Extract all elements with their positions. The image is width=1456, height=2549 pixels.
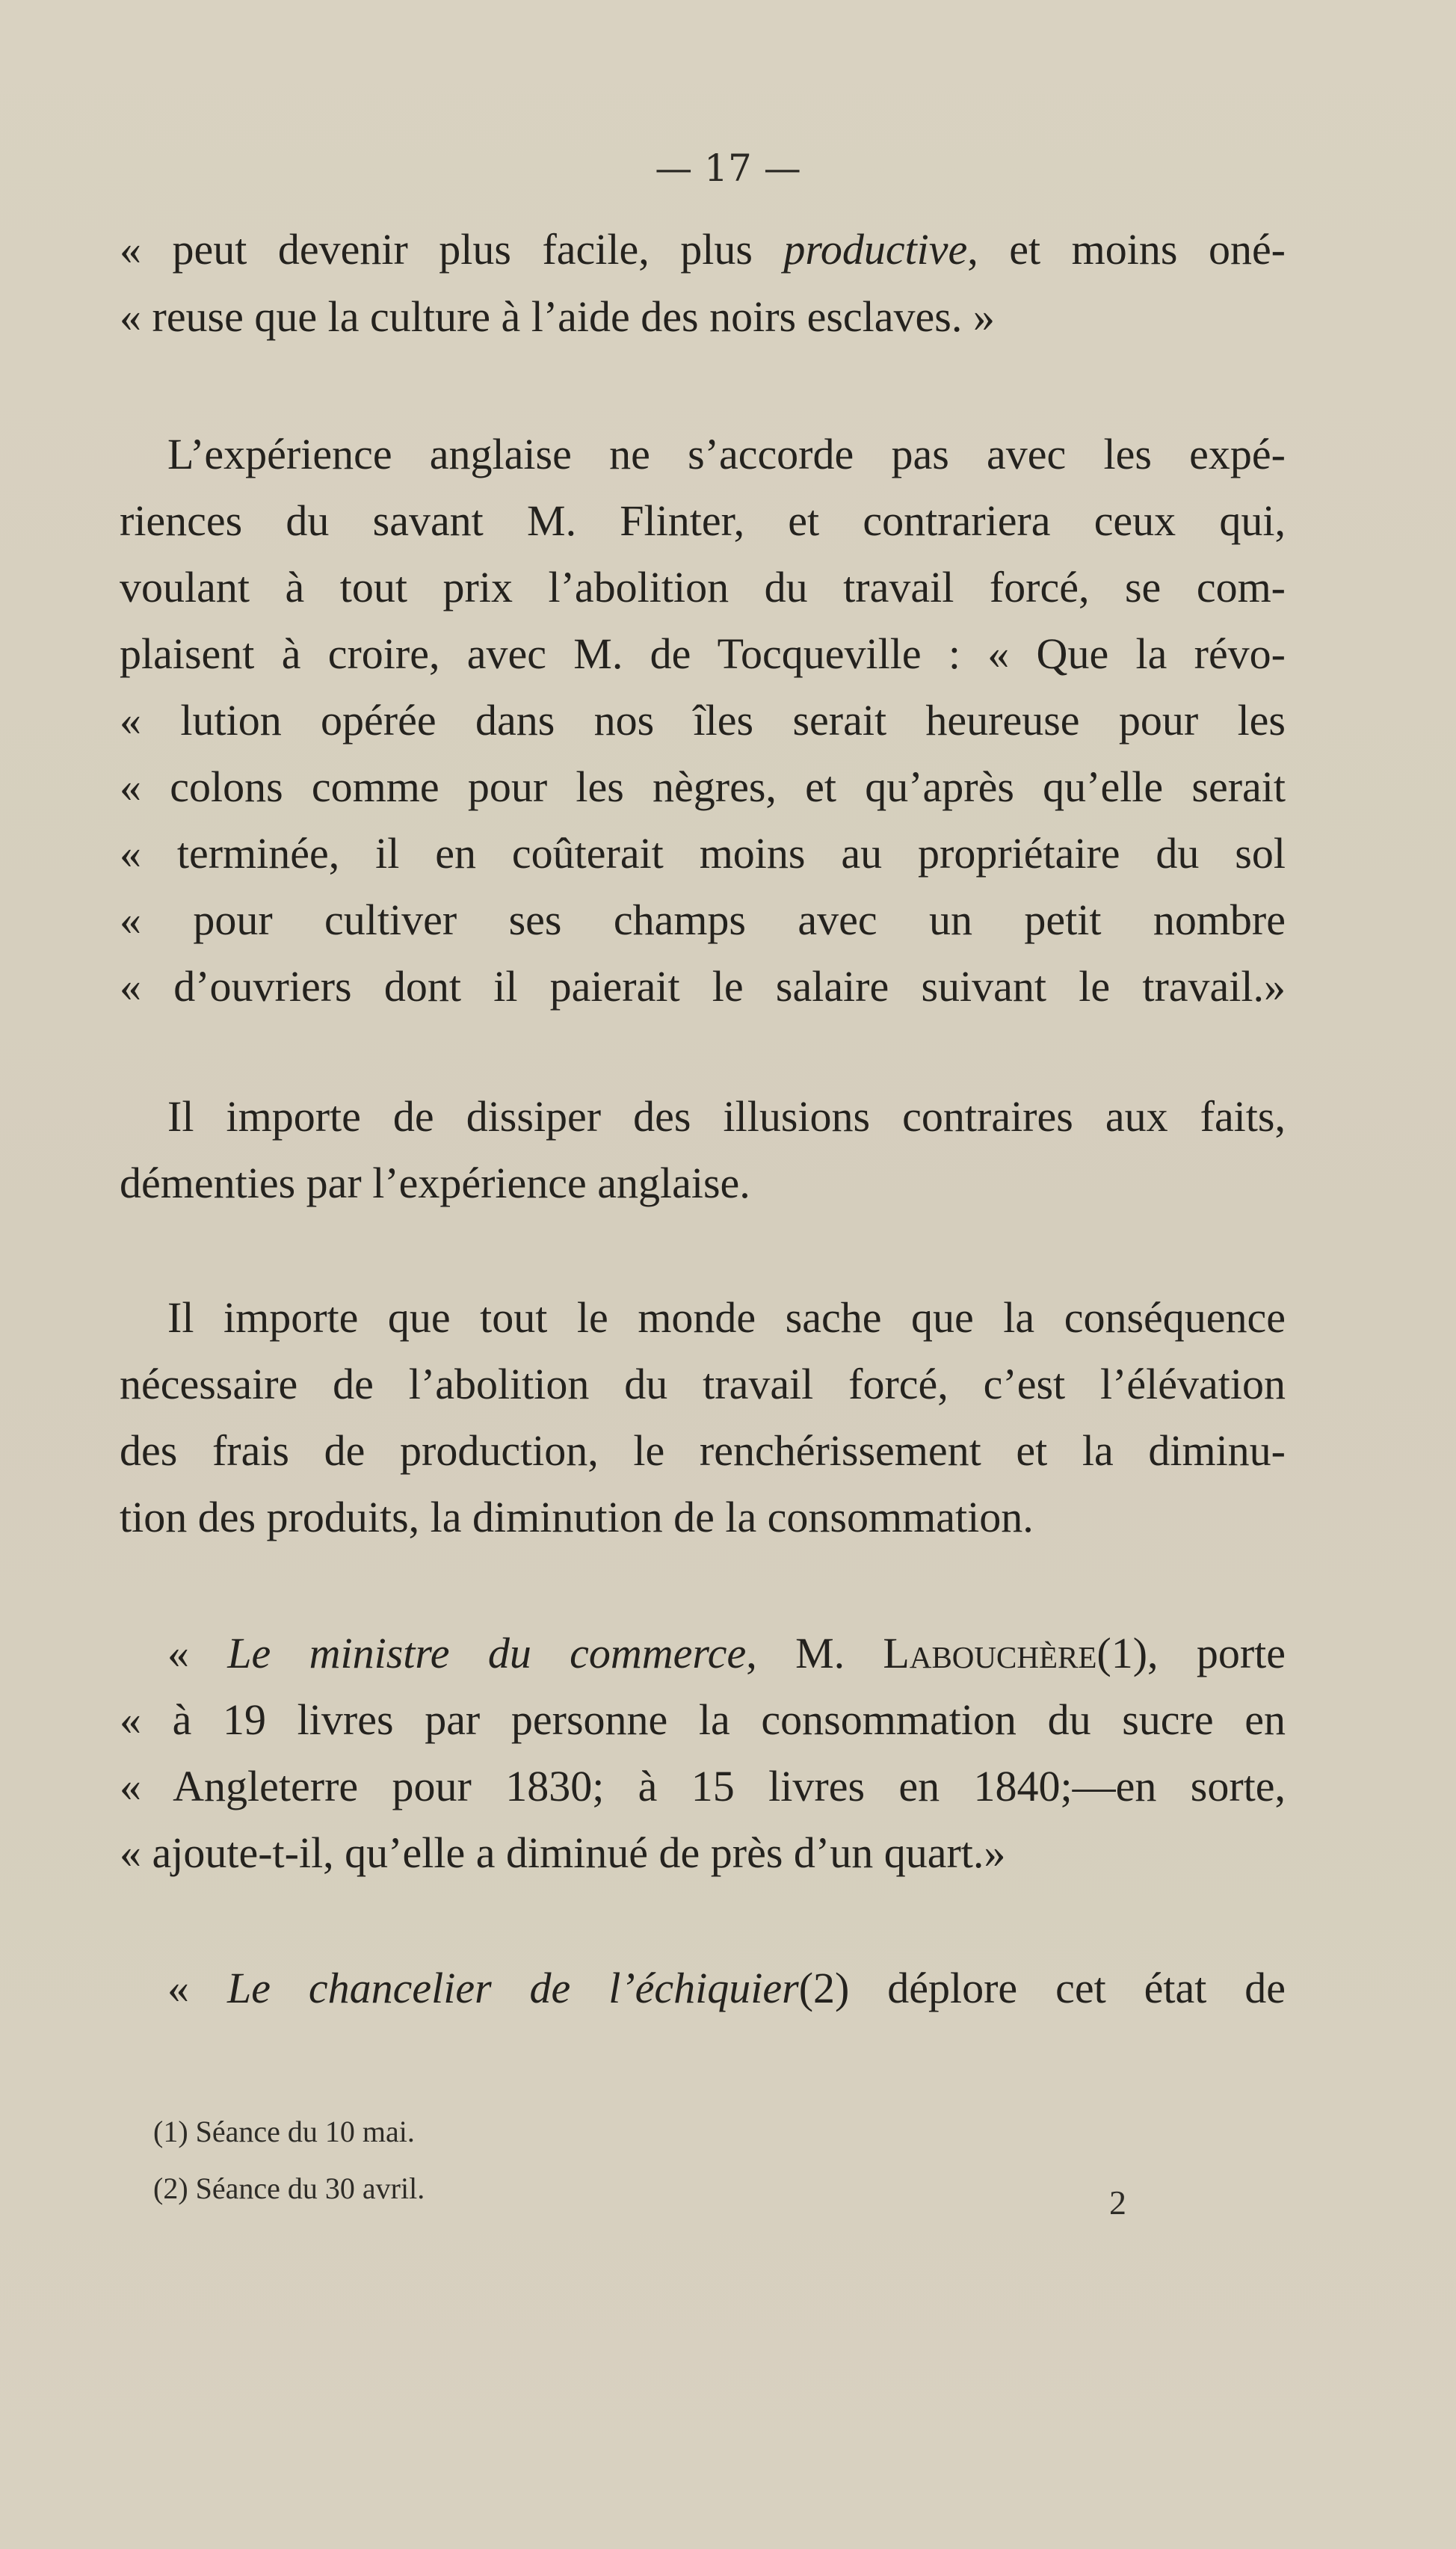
quote-line: « Le chancelier de l’échiquier(2) déplore cet état de (167, 1964, 1286, 2012)
paragraph-line: démenties par l’expérience anglaise. (120, 1159, 750, 1207)
footnote: (1) Séance du 10 mai. (153, 2115, 415, 2148)
paragraph-line: nécessaire de l’abolition du travail forcé, c’est l’élévation (120, 1360, 1286, 1408)
paragraph-line: riences du savant M. Flinter, et contrariera ceux qui, (120, 496, 1286, 545)
quote-line: « peut devenir plus facile, plus productive, et moins oné- (120, 225, 1286, 274)
quote-line: « à 19 livres par personne la consommation du sucre en (120, 1695, 1286, 1744)
quote-line: « Le ministre du commerce, M. Labouchère(1), porte (167, 1629, 1286, 1677)
paragraph-line: Il importe que tout le monde sache que la conséquence (167, 1293, 1286, 1342)
paragraph-line: L’expérience anglaise ne s’accorde pas avec les expé- (167, 430, 1286, 478)
footnote: (2) Séance du 30 avril. (153, 2172, 425, 2205)
quote-line: « ajoute-t-il, qu’elle a diminué de près d’un quart.» (120, 1828, 1006, 1877)
paragraph-line: plaisent à croire, avec M. de Tocqueville : « Que la révo- (120, 629, 1286, 678)
paragraph-line: « d’ouvriers dont il paierait le salaire suivant le travail.» (120, 962, 1286, 1011)
paragraph-line: « lution opérée dans nos îles serait heureuse pour les (120, 696, 1286, 745)
paragraph-line: « terminée, il en coûterait moins au propriétaire du sol (120, 829, 1286, 878)
paragraph-line: voulant à tout prix l’abolition du travail forcé, se com- (120, 563, 1286, 611)
quote-line: « reuse que la culture à l’aide des noirs esclaves. » (120, 292, 995, 341)
page-number: — 17 — (655, 147, 801, 190)
paragraph-line: « pour cultiver ses champs avec un petit nombre (120, 896, 1286, 944)
signature-mark: 2 (1109, 2183, 1126, 2222)
paragraph-line: tion des produits, la diminution de la consommation. (120, 1493, 1034, 1541)
paragraph-line: des frais de production, le renchérissement et la diminu- (120, 1426, 1286, 1475)
quote-line: « Angleterre pour 1830; à 15 livres en 1840;—en sorte, (120, 1762, 1286, 1810)
paragraph-line: « colons comme pour les nègres, et qu’après qu’elle serait (120, 762, 1286, 811)
paragraph-line: Il importe de dissiper des illusions contraires aux faits, (167, 1092, 1286, 1141)
